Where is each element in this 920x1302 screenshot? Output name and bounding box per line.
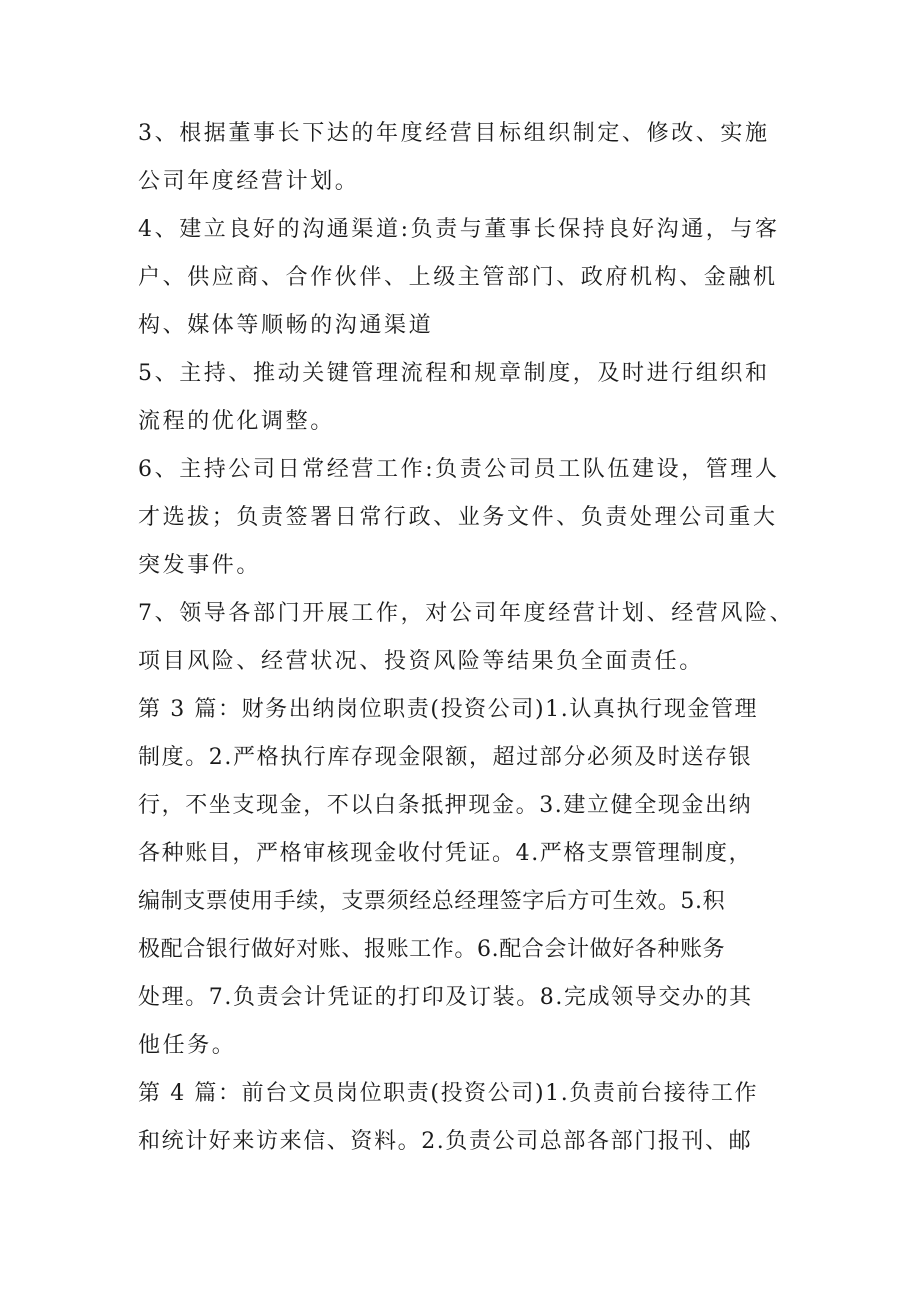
text-line: 突发事件。 (138, 553, 262, 578)
text-line: 才选拔；负责签署日常行政、业务文件、负责处理公司重大 (138, 505, 778, 530)
text-line: 3、根据董事长下达的年度经营目标组织制定、修改、实施 (138, 121, 770, 146)
text-line: 他任务。 (138, 1033, 237, 1058)
text-line: 构、媒体等顺畅的沟通渠道 (138, 313, 434, 338)
text-line: 行，不坐支现金，不以白条抵押现金。3.建立健全现金出纳 (138, 793, 753, 818)
text-line: 5、主持、推动关键管理流程和规章制度，及时进行组织和 (138, 361, 770, 386)
text-line: 处理。7.负责会计凭证的打印及订装。8.完成领导交办的其 (138, 985, 753, 1010)
text-line: 6、主持公司日常经营工作:负责公司员工队伍建设，管理人 (138, 457, 780, 482)
section-heading-line: 第 3 篇：财务出纳岗位职责(投资公司)1.认真执行现金管理 (138, 697, 759, 722)
text-line: 项目风险、经营状况、投资风险等结果负全面责任。 (138, 649, 704, 674)
section-heading-line: 第 4 篇：前台文员岗位职责(投资公司)1.负责前台接待工作 (138, 1081, 759, 1106)
text-line: 户、供应商、合作伙伴、上级主管部门、政府机构、金融机 (138, 265, 778, 290)
text-line: 公司年度经营计划。 (138, 169, 360, 194)
text-line: 和统计好来访来信、资料。2.负责公司总部各部门报刊、邮 (138, 1129, 753, 1154)
text-line: 流程的优化调整。 (138, 409, 335, 434)
text-line: 各种账目，严格审核现金收付凭证。4.严格支票管理制度， (138, 841, 753, 866)
text-line: 4、建立良好的沟通渠道:负责与董事长保持良好沟通，与客 (138, 217, 780, 242)
text-line: 7、领导各部门开展工作，对公司年度经营计划、经营风险、 (138, 601, 795, 626)
text-line: 制度。2.严格执行库存现金限额，超过部分必须及时送存银 (138, 745, 753, 770)
text-line: 编制支票使用手续，支票须经总经理签字后方可生效。5.积 (138, 889, 726, 914)
text-line: 极配合银行做好对账、报账工作。6.配合会计做好各种账务 (138, 937, 726, 962)
